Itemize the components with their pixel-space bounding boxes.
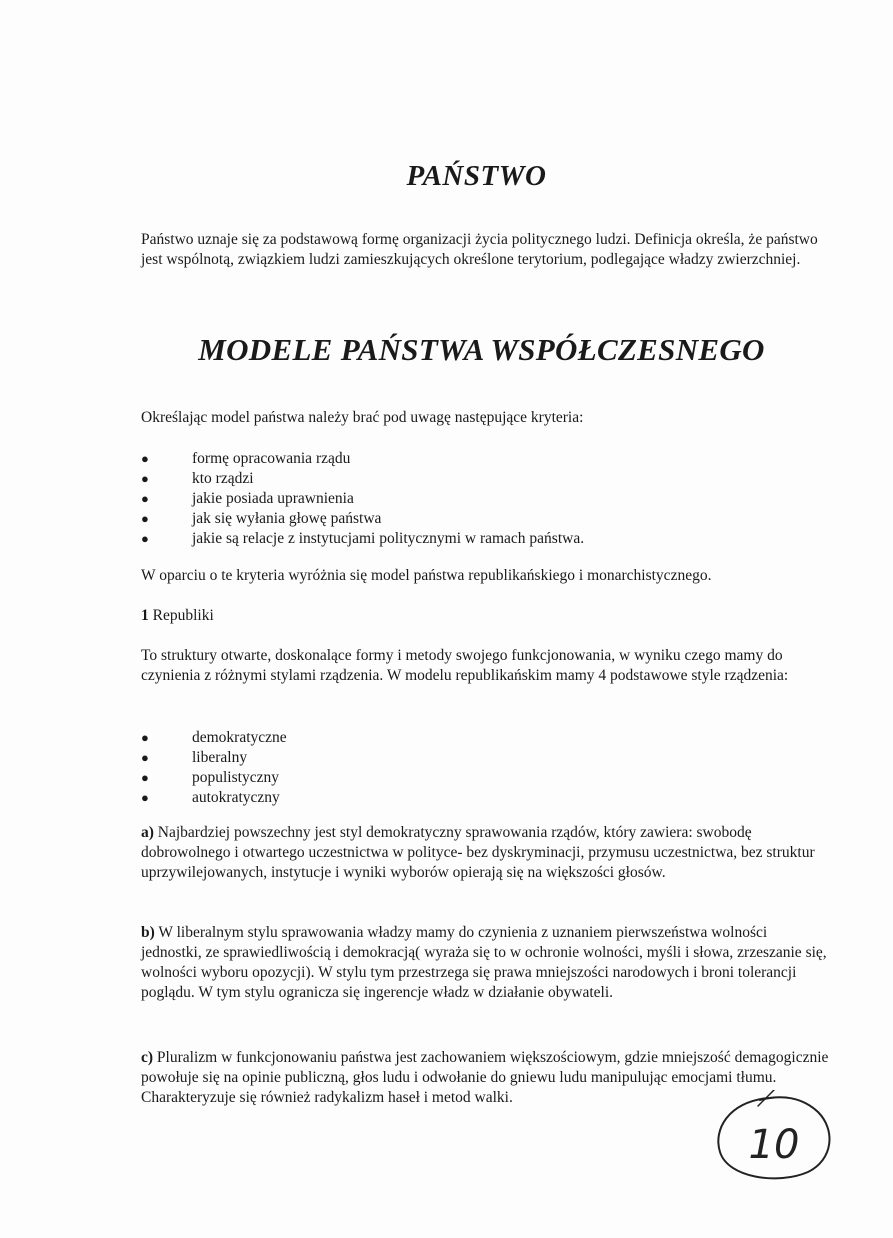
section-number: 1 (141, 607, 149, 624)
republics-paragraph: To struktury otwarte, doskonalące formy i metody swojego funkcjonowania, w wyniku czego mamy do czynienia z różnymi stylami rządzenia. W modelu republikańskim mamy 4 podstawowe style rządzenia: (141, 647, 789, 684)
paragraph-c-label: c) (141, 1049, 154, 1066)
list-item: ● demokratyczne (141, 729, 287, 746)
styles-list (141, 728, 287, 808)
paragraph-c-text: Pluralizm w funkcjonowaniu państwa jest zachowaniem większościowym, gdzie mniejszość demagogicznie powołuje się na opinie publiczną, głos ludu i odwołanie do gniewu ludu manipulując emocjami tłumu. Charakteryzuje się również radykalizm haseł i metod walki. (141, 1049, 829, 1106)
criteria-list (141, 449, 584, 549)
list-item: ● liberalny (141, 749, 248, 766)
list-item: ● populistyczny (141, 769, 279, 786)
list-item: ● autokratyczny (141, 789, 280, 806)
list-item: ● jakie są relacje z instytucjami politycznymi w ramach państwa. (141, 530, 585, 547)
list-item: ● jak się wyłania głowę państwa (141, 510, 382, 527)
paragraph-b-text: W liberalnym stylu sprawowania władzy mamy do czynienia z uznaniem pierwszeństwa wolności jednostki, ze sprawiedliwością i demokracją( wyraża się to w ochronie wolności, myśli i słowa, zrzeszanie się, wolności wyboru opozycji). W stylu tym przestrzega się prawa mniejszości narodowych i broni tolerancji poglądu. W tym stylu ogranicza się ingerencje władz w działanie obywateli. (141, 924, 827, 1001)
paragraph-a-text: Najbardziej powszechny jest styl demokratyczny sprawowania rządów, który zawiera: swobodę dobrowolnego i otwartego uczestnictwa w polityce- bez dyskryminacji, przymusu uczestnictwa, bez struktur uprzywilejowanych, instytucje i wyniki wyborów opierają się na większości głosów. (141, 824, 815, 881)
page-number: 10 (748, 1122, 800, 1168)
handwritten-page-number (708, 1090, 838, 1190)
intro-paragraph: Państwo uznaje się za podstawową formę organizacji życia politycznego ludzi. Definicja określa, że państwo jest wspólnotą, związkiem ludzi zamieszkujących określone terytorium, podlegające władzy zwierzchniej. (141, 231, 818, 268)
section-heading-republics (141, 606, 841, 626)
criteria-intro: Określając model państwa należy brać pod uwagę następujące kryteria: (141, 409, 584, 426)
section-title-models: MODELE PAŃSTWA WSPÓŁCZESNEGO (198, 332, 765, 367)
paragraph-b (141, 923, 831, 1003)
paragraph-a (141, 823, 831, 883)
section-heading-text: Republiki (152, 607, 214, 624)
list-item: ● kto rządzi (141, 470, 254, 487)
models-distinction: W oparciu o te kryteria wyróżnia się model państwa republikańskiego i monarchistycznego. (141, 567, 712, 584)
list-item: ● jakie posiada uprawnienia (141, 490, 354, 507)
paragraph-b-label: b) (141, 924, 155, 941)
page-title: PAŃSTWO (406, 160, 547, 192)
list-item: ● formę opracowania rządu (141, 450, 351, 467)
paragraph-a-label: a) (141, 824, 154, 841)
